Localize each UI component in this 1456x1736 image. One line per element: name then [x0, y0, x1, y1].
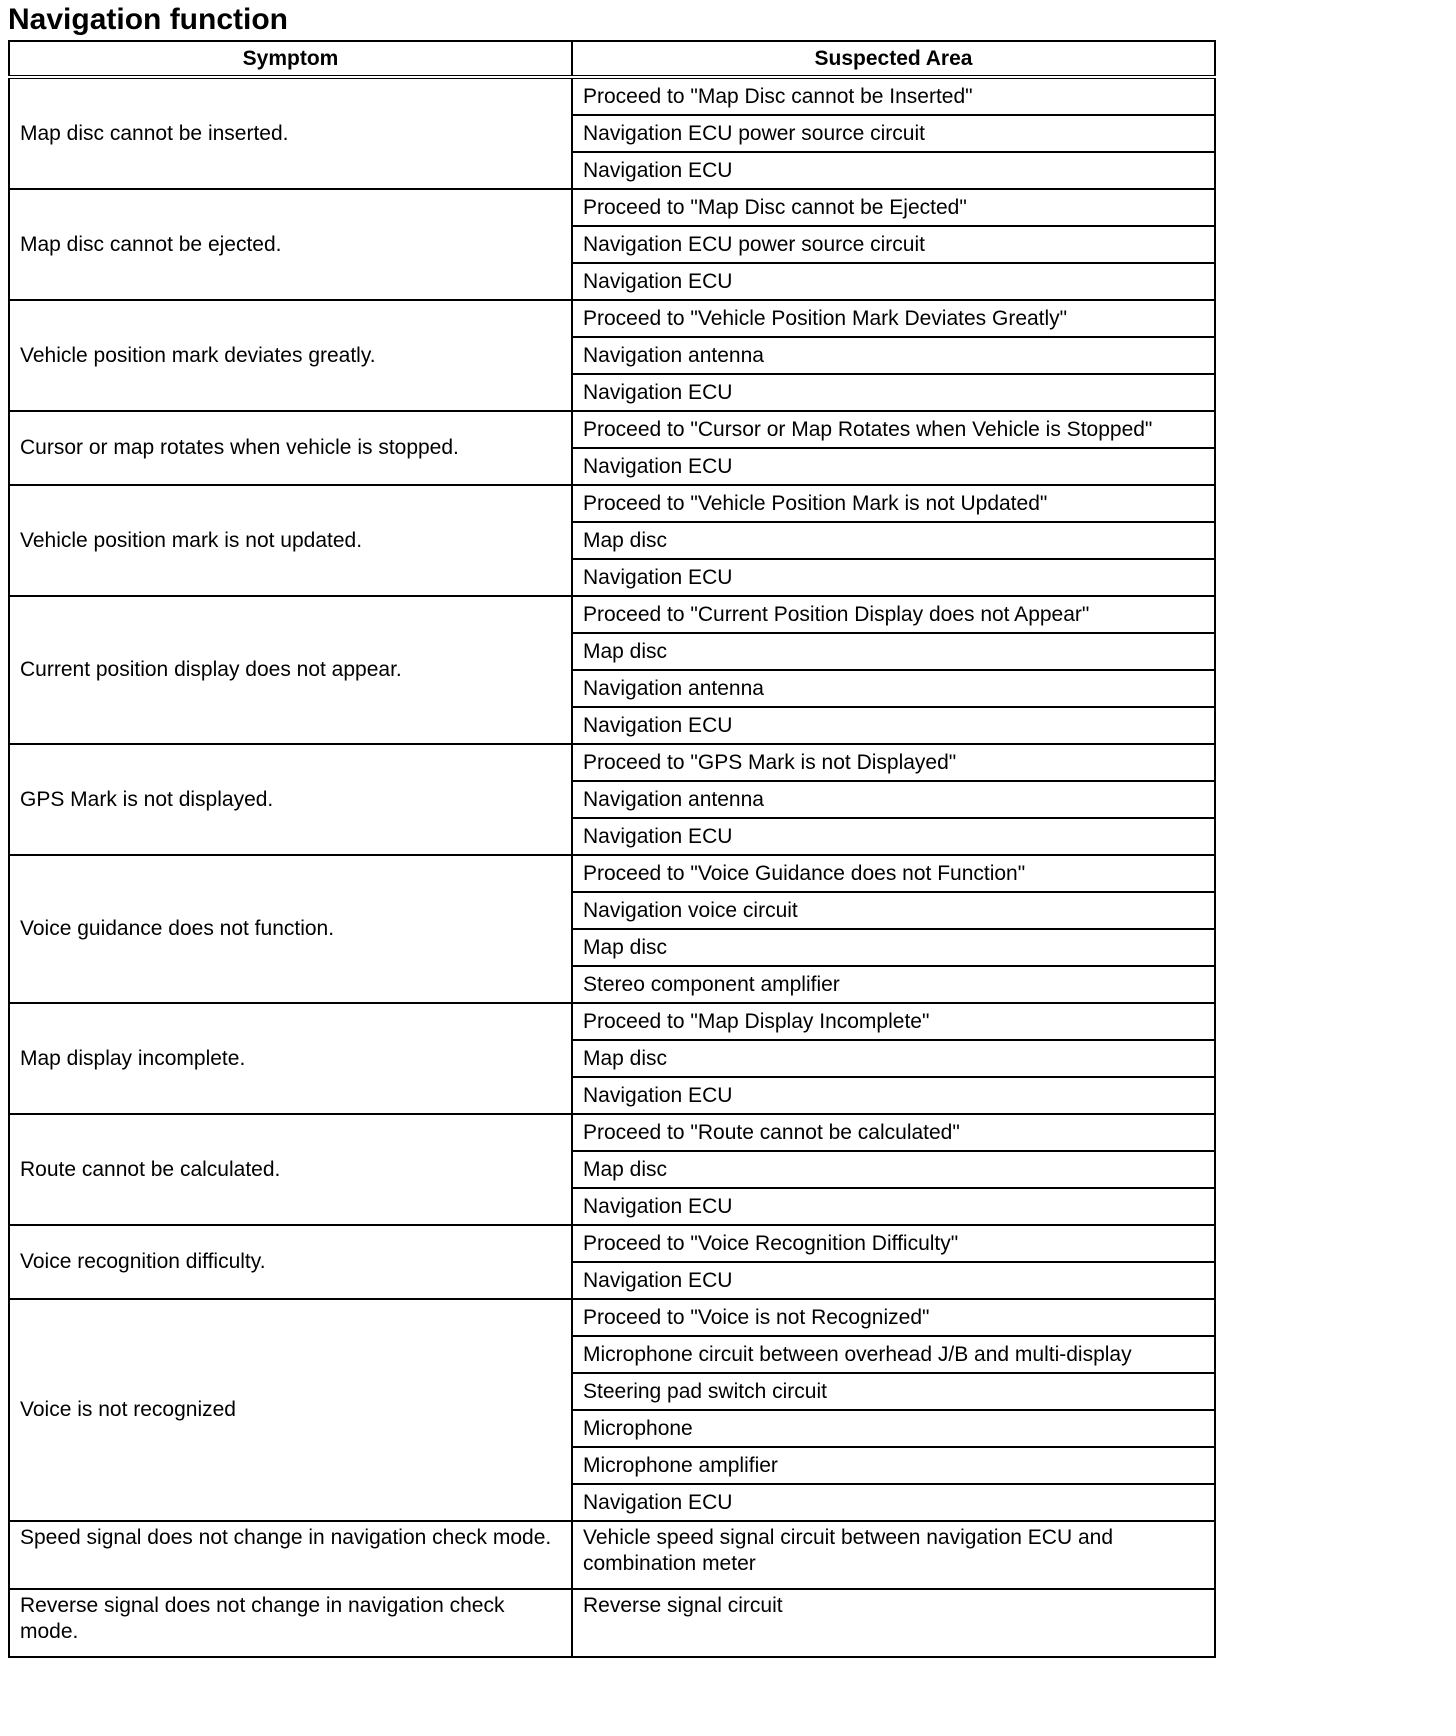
table-row: [9, 744, 1215, 781]
symptom-cell: Map disc cannot be ejected.: [9, 189, 572, 300]
suspected-area-cell: Navigation ECU: [572, 448, 1215, 485]
symptom-cell: Map disc cannot be inserted.: [9, 77, 572, 189]
table-row: [9, 300, 1215, 337]
suspected-area-cell: Navigation ECU: [572, 1484, 1215, 1521]
symptom-cell: Voice is not recognized: [9, 1299, 572, 1521]
table-row: [9, 1299, 1215, 1336]
table-row: [9, 77, 1215, 115]
symptom-cell: Reverse signal does not change in navigation check mode.: [9, 1589, 572, 1657]
table-header-row: [9, 41, 1215, 77]
suspected-area-cell: Navigation ECU: [572, 152, 1215, 189]
suspected-area-cell: Proceed to "Voice Recognition Difficulty": [572, 1225, 1215, 1262]
suspected-area-cell: Steering pad switch circuit: [572, 1373, 1215, 1410]
suspected-area-cell: Reverse signal circuit: [572, 1589, 1215, 1657]
suspected-area-cell: Proceed to "Cursor or Map Rotates when Vehicle is Stopped": [572, 411, 1215, 448]
suspected-area-cell: Map disc: [572, 522, 1215, 559]
suspected-area-cell: Navigation ECU: [572, 707, 1215, 744]
table-row: [9, 1114, 1215, 1151]
suspected-area-cell: Navigation ECU: [572, 263, 1215, 300]
page-title: Navigation function: [8, 3, 288, 36]
table-row: [9, 1003, 1215, 1040]
symptom-cell: GPS Mark is not displayed.: [9, 744, 572, 855]
suspected-area-cell: Proceed to "Map Disc cannot be Ejected": [572, 189, 1215, 226]
symptom-cell: Voice recognition difficulty.: [9, 1225, 572, 1299]
symptom-cell: Route cannot be calculated.: [9, 1114, 572, 1225]
suspected-area-cell: Vehicle speed signal circuit between navigation ECU and combination meter: [572, 1521, 1215, 1589]
suspected-area-cell: Navigation ECU: [572, 374, 1215, 411]
symptom-table: [8, 40, 1216, 1658]
table-row: [9, 485, 1215, 522]
suspected-area-cell: Map disc: [572, 1151, 1215, 1188]
suspected-area-cell: Proceed to "Voice is not Recognized": [572, 1299, 1215, 1336]
table-row: [9, 411, 1215, 448]
suspected-area-cell: Microphone: [572, 1410, 1215, 1447]
suspected-area-cell: Proceed to "Current Position Display does not Appear": [572, 596, 1215, 633]
suspected-area-cell: Navigation ECU: [572, 1188, 1215, 1225]
suspected-area-cell: Map disc: [572, 929, 1215, 966]
suspected-area-cell: Proceed to "Map Disc cannot be Inserted": [572, 77, 1215, 115]
suspected-area-cell: Navigation ECU: [572, 1077, 1215, 1114]
table-row: [9, 855, 1215, 892]
symptom-cell: Current position display does not appear.: [9, 596, 572, 744]
suspected-area-cell: Navigation ECU: [572, 559, 1215, 596]
table-row: [9, 596, 1215, 633]
suspected-area-cell: Microphone amplifier: [572, 1447, 1215, 1484]
symptom-cell: Map display incomplete.: [9, 1003, 572, 1114]
suspected-area-cell: Microphone circuit between overhead J/B and multi-display: [572, 1336, 1215, 1373]
suspected-area-cell: Proceed to "GPS Mark is not Displayed": [572, 744, 1215, 781]
suspected-area-cell: Navigation ECU power source circuit: [572, 226, 1215, 263]
suspected-area-cell: Navigation ECU: [572, 1262, 1215, 1299]
symptom-cell: Cursor or map rotates when vehicle is stopped.: [9, 411, 572, 485]
suspected-area-cell: Proceed to "Map Display Incomplete": [572, 1003, 1215, 1040]
suspected-area-cell: Proceed to "Voice Guidance does not Function": [572, 855, 1215, 892]
suspected-area-cell: Navigation antenna: [572, 781, 1215, 818]
table-row: [9, 1225, 1215, 1262]
suspected-area-cell: Proceed to "Vehicle Position Mark Deviates Greatly": [572, 300, 1215, 337]
suspected-area-cell: Navigation ECU: [572, 818, 1215, 855]
suspected-area-cell: Stereo component amplifier: [572, 966, 1215, 1003]
header-suspected-area: Suspected Area: [572, 41, 1215, 77]
table-row: [9, 1589, 1215, 1657]
suspected-area-cell: Navigation voice circuit: [572, 892, 1215, 929]
suspected-area-cell: Map disc: [572, 1040, 1215, 1077]
symptom-cell: Vehicle position mark deviates greatly.: [9, 300, 572, 411]
symptom-cell: Vehicle position mark is not updated.: [9, 485, 572, 596]
header-symptom: Symptom: [9, 41, 572, 77]
table-row: [9, 1521, 1215, 1589]
symptom-cell: Speed signal does not change in navigation check mode.: [9, 1521, 572, 1589]
suspected-area-cell: Proceed to "Vehicle Position Mark is not Updated": [572, 485, 1215, 522]
symptom-cell: Voice guidance does not function.: [9, 855, 572, 1003]
table-row: [9, 189, 1215, 226]
suspected-area-cell: Navigation antenna: [572, 670, 1215, 707]
suspected-area-cell: Proceed to "Route cannot be calculated": [572, 1114, 1215, 1151]
suspected-area-cell: Navigation ECU power source circuit: [572, 115, 1215, 152]
suspected-area-cell: Navigation antenna: [572, 337, 1215, 374]
suspected-area-cell: Map disc: [572, 633, 1215, 670]
table-body: [9, 77, 1215, 1657]
